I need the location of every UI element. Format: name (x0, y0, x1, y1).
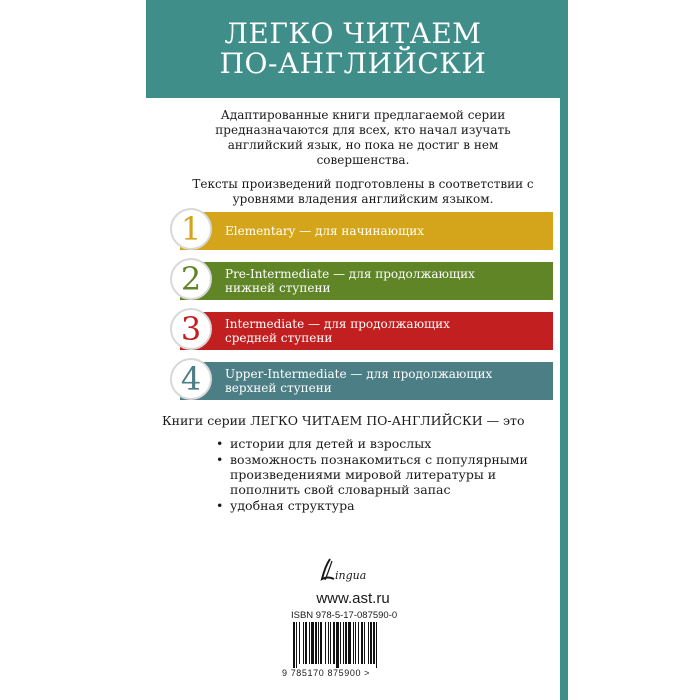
barcode-bar (361, 622, 363, 664)
level-2 (170, 258, 553, 300)
level-1 (170, 208, 553, 250)
series-title-line-2: ПО-АНГЛИЙСКИ (219, 47, 487, 80)
barcode-bar (364, 622, 365, 664)
publisher-website: www.ast.ru (316, 590, 390, 607)
level-3 (170, 308, 553, 350)
level-1-text (225, 212, 555, 250)
barcode-bar (293, 622, 295, 668)
bullet-icon: • (216, 436, 224, 451)
barcode-bar (325, 622, 326, 664)
barcode-bar (333, 622, 335, 664)
level-2-number: 2 (170, 258, 212, 300)
benefit-text: истории для детей и взрослых (230, 436, 432, 451)
barcode-digits: 9 785170 875900 > (282, 668, 371, 678)
level-3-line-2: средней ступени (225, 331, 333, 345)
intro-paragraph-2: Тексты произведений подготовлены в соответствии с уровнями владения английским языком. (192, 177, 534, 206)
barcode-bar (320, 622, 322, 664)
barcode-bar (303, 622, 304, 664)
level-2-line-2: нижней ступени (225, 281, 331, 295)
level-4 (170, 358, 553, 400)
barcode-bar (311, 622, 314, 664)
level-3-number: 3 (170, 308, 212, 350)
level-3-bar (180, 312, 553, 350)
barcode-bar (336, 622, 339, 668)
lingua-logo-text: ingua (335, 569, 367, 582)
series-benefits-list (216, 436, 536, 514)
barcode-icon (291, 622, 415, 670)
level-1-line-1: Elementary — для начинающих (225, 224, 425, 238)
barcode-bar (309, 622, 310, 664)
intro-text (188, 108, 538, 216)
barcode-bar (315, 622, 317, 664)
barcode-bar (305, 622, 307, 664)
level-4-line-1: Upper-Intermediate — для продолжающих (225, 367, 493, 381)
benefit-item (216, 452, 536, 497)
benefit-text: удобная структура (230, 498, 355, 513)
level-4-text (225, 362, 555, 400)
barcode-bar (373, 622, 375, 664)
lingua-logo-icon (316, 557, 396, 585)
barcode-bar (299, 622, 300, 664)
barcode-bar (368, 622, 369, 664)
level-4-number: 4 (170, 358, 212, 400)
barcode-bar (345, 622, 347, 664)
level-1-bar (180, 212, 553, 250)
level-4-line-2: верхней ступени (225, 381, 332, 395)
level-3-text (225, 312, 555, 350)
barcode-bar (355, 622, 356, 664)
spine-edge (560, 0, 568, 700)
intro-paragraph-1: Адаптированные книги предлагаемой серии предназначаются для всех, кто начал изучать английский язык, но пока не достиг в нем совершенства. (215, 108, 511, 167)
barcode-bar (348, 622, 351, 664)
benefit-item (216, 498, 536, 513)
level-2-bar (180, 262, 553, 300)
barcode-bar (353, 622, 354, 664)
series-banner (146, 0, 560, 98)
series-title-line-1: ЛЕГКО ЧИТАЕМ (224, 17, 482, 50)
level-2-line-1: Pre-Intermediate — для продолжающих (225, 267, 475, 281)
benefit-item (216, 436, 536, 451)
barcode-bar (358, 622, 359, 664)
series-summary-title: Книги серии ЛЕГКО ЧИТАЕМ ПО-АНГЛИЙСКИ — это (162, 413, 525, 428)
isbn-number: ISBN 978-5-17-087590-0 (291, 610, 398, 621)
barcode-bar (318, 622, 319, 664)
level-3-line-1: Intermediate — для продолжающих (225, 317, 450, 331)
barcode-bar (330, 622, 331, 664)
back-cover (146, 0, 560, 700)
bullet-icon: • (216, 452, 224, 467)
level-4-bar (180, 362, 553, 400)
barcode-bar (376, 622, 377, 668)
level-1-number: 1 (170, 208, 212, 250)
barcode-bar (343, 622, 344, 664)
benefit-text: возможность познакомиться с популярными произведениями мировой литературы и пополнить свой словарный запас (230, 452, 528, 497)
barcode-bar (370, 622, 372, 664)
bullet-icon: • (216, 498, 224, 513)
barcode-bar (328, 622, 329, 664)
barcode-bar (296, 622, 297, 668)
level-2-text (225, 262, 555, 300)
barcode-bar (340, 622, 341, 664)
